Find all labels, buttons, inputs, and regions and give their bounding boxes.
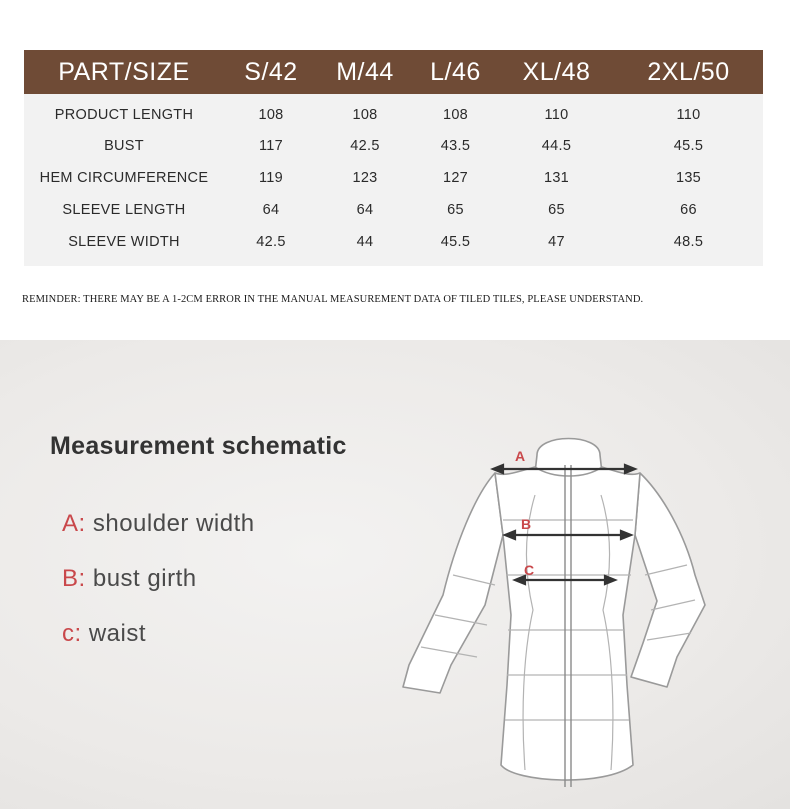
- coat-diagram: [395, 425, 725, 809]
- reminder-note: REMINDER: THERE MAY BE A 1-2CM ERROR IN THE MANUAL MEASUREMENT DATA OF TILED TILES, PLEASE UNDERSTAND.: [22, 294, 644, 305]
- table-cell: 108: [442, 107, 469, 123]
- label-a: A: [515, 448, 526, 464]
- table-row: [24, 226, 763, 258]
- header-size-xl: XL/48: [499, 50, 614, 94]
- table-cell: 45.5: [440, 234, 471, 250]
- table-cell: 123: [352, 170, 378, 186]
- header-size-m: M/44: [318, 50, 412, 94]
- table-cell: 65: [447, 202, 464, 218]
- table-cell: 64: [356, 202, 374, 218]
- table-cell: 117: [258, 138, 284, 154]
- table-cell: 135: [675, 170, 702, 186]
- legend-label: waist: [88, 620, 147, 647]
- legend-key: A:: [62, 510, 86, 537]
- table-cell: 108: [258, 107, 284, 123]
- table-cell: 119: [258, 170, 284, 186]
- size-table: [24, 50, 763, 266]
- table-row: [24, 194, 763, 226]
- table-cell: 42.5: [256, 234, 286, 250]
- legend-item-waist: [62, 620, 146, 648]
- header-size-l: L/46: [412, 50, 499, 94]
- table-row: [24, 94, 763, 130]
- table-cell: 64: [262, 202, 280, 218]
- table-cell: 44: [356, 234, 374, 250]
- measurement-schematic: [0, 340, 790, 809]
- header-size-s: S/42: [224, 50, 318, 94]
- legend-key: c:: [62, 620, 82, 647]
- row-label: PRODUCT LENGTH: [54, 107, 194, 123]
- table-cell: 110: [544, 107, 569, 123]
- header-part-size: PART/SIZE: [24, 50, 224, 94]
- table-cell: 110: [676, 107, 701, 123]
- legend-item-bust: [62, 565, 197, 593]
- table-cell: 44.5: [541, 138, 572, 154]
- label-b: B: [521, 516, 532, 532]
- legend-label: bust girth: [92, 565, 197, 592]
- table-cell: 65: [548, 202, 565, 218]
- legend-key: B:: [62, 565, 86, 592]
- header-size-2xl: 2XL/50: [614, 50, 763, 94]
- schematic-title: Measurement schematic: [50, 432, 347, 460]
- coat-body: [495, 467, 640, 780]
- table-row: [24, 130, 763, 162]
- coat-right-sleeve: [631, 473, 705, 687]
- table-cell: 45.5: [673, 138, 704, 154]
- table-cell: 108: [352, 107, 378, 123]
- table-cell: 127: [442, 170, 469, 186]
- table-header-row: [24, 50, 763, 94]
- table-cell: 47: [548, 234, 565, 250]
- row-label: HEM CIRCUMFERENCE: [39, 170, 209, 186]
- table-cell: 131: [543, 170, 570, 186]
- table-cell: 43.5: [440, 138, 471, 154]
- legend-label: shoulder width: [92, 510, 255, 537]
- row-label: SLEEVE LENGTH: [62, 202, 186, 218]
- table-cell: 48.5: [673, 234, 704, 250]
- row-label: BUST: [104, 138, 144, 154]
- label-c: C: [524, 562, 535, 578]
- legend-item-shoulder: [62, 510, 255, 538]
- table-row: [24, 162, 763, 194]
- table-cell: 42.5: [350, 138, 380, 154]
- row-label: SLEEVE WIDTH: [68, 234, 180, 250]
- table-cell: 66: [680, 202, 697, 218]
